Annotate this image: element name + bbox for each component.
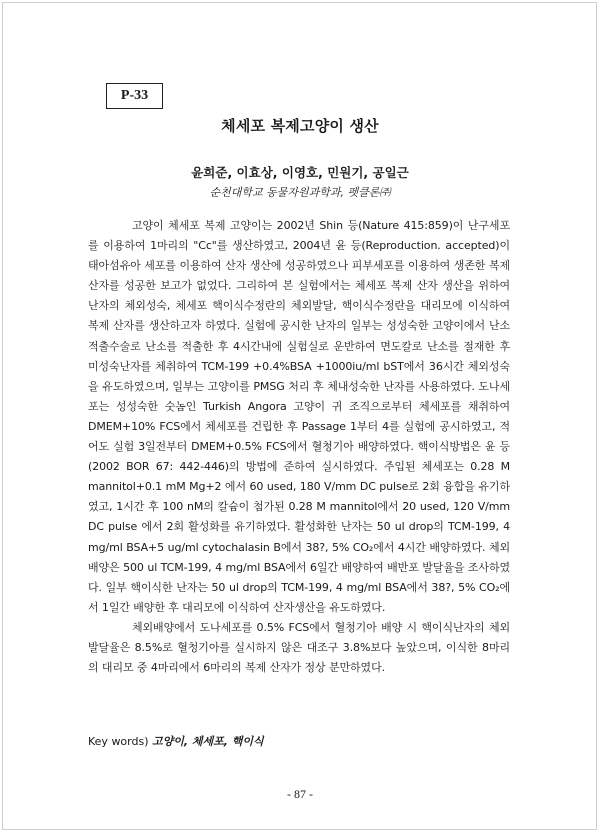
abstract-body xyxy=(88,216,510,678)
abstract-code-box: P-33 xyxy=(106,83,163,109)
paper-title: 체세포 복제고양이 생산 xyxy=(221,117,379,135)
abstract-paragraph: 고양이 체세포 복제 고양이는 2002년 Shin 등(Nature 415:859)이 난구세포를 이용하여 1마리의 "Cc"를 생산하였고, 2004년 윤 등(Reproduction. accepted)이 태아섬유아 세포를 이용하여 산자 생산에 성공하였으나 피부세포를 이용하여 생존한 복제산자를 성공한 보고가 없었다. 그리하여 본 실험에서는 체세포 복제 산자 생산을 위하여 난자의 체외성숙, 체세포 핵이식수정란의 체외발달, 핵이식수정란을 대리모에 이식하여 복제 산자를 생산하고자 하였다. 실험에 공시한 난자의 일부는 성성숙한 고양이에서 난소적출수술로 난소를 적출한 후 4시간내에 실험실로 운반하여 면도칼로 난소를 절재한 후 미성숙난자를 체취하여 TCM-199 +0.4%BSA +1000iu/ml bST에서 36시간 체외성숙을 유도하였으며, 일부는 고양이를 PMSG 처리 후 체내성숙한 난자를 사용하였다. 도나세포는 성성숙한 숫놈인 Turkish Angora 고양이 귀 조직으로부터 체세포를 채취하여 DMEM+10% FCS에서 체세포를 건립한 후 Passage 1부터 4를 실험에 공시하였고, 적어도 실험 3일전부터 DMEM+0.5% FCS에서 혈청기아 배양하였다. 핵이식방법은 윤 등(2002 BOR 67: 442-446)의 방법에 준하여 실시하였다. 주입된 체세포는 0.28 M mannitol+0.1 mM Mg+2 에서 60 used, 180 V/mm DC pulse로 2회 융합을 유기하였고, 1시간 후 100 nM의 칼슘이 첨가된 0.28 M mannitol에서 20 used, 120 V/mm DC pulse 에서 2회 활성화를 유기하였다. 활성화한 난자는 50 ul drop의 TCM-199, 4 mg/ml BSA+5 ug/ml cytochalasin B에서 38?, 5% CO₂에서 4시간 배양하였다. 체외배양은 500 ul TCM-199, 4 mg/ml BSA에서 6일간 배양하여 배반포 발달율을 조사하였다. 일부 핵이식한 난자는 50 ul drop의 TCM-199, 4 mg/ml BSA에서 38?, 5% CO₂에서 1일간 배양한 후 대리모에 이식하여 산자생산을 유도하였다. xyxy=(88,219,510,614)
keywords-line xyxy=(88,733,264,749)
keywords-label: Key words) xyxy=(88,735,149,748)
keywords-values: 고양이, 체세포, 핵이식 xyxy=(152,735,264,748)
results-paragraph: 체외배양에서 도나세포를 0.5% FCS에서 혈청기아 배양 시 핵이식난자의 체외발달율은 8.5%로 혈청기아를 실시하지 않은 대조구 3.8%보다 높았으며, 이식한 8마리의 대리모 중 4마리에서 6마리의 복제 산자가 정상 분만하였다. xyxy=(88,620,510,675)
author-list: 윤희준, 이효상, 이영호, 민원기, 공일근 xyxy=(191,165,409,180)
affiliation: 순천대학교 동물자원과학과, 펫클론㈜ xyxy=(209,186,391,199)
page-number: - 87 - xyxy=(287,787,313,801)
